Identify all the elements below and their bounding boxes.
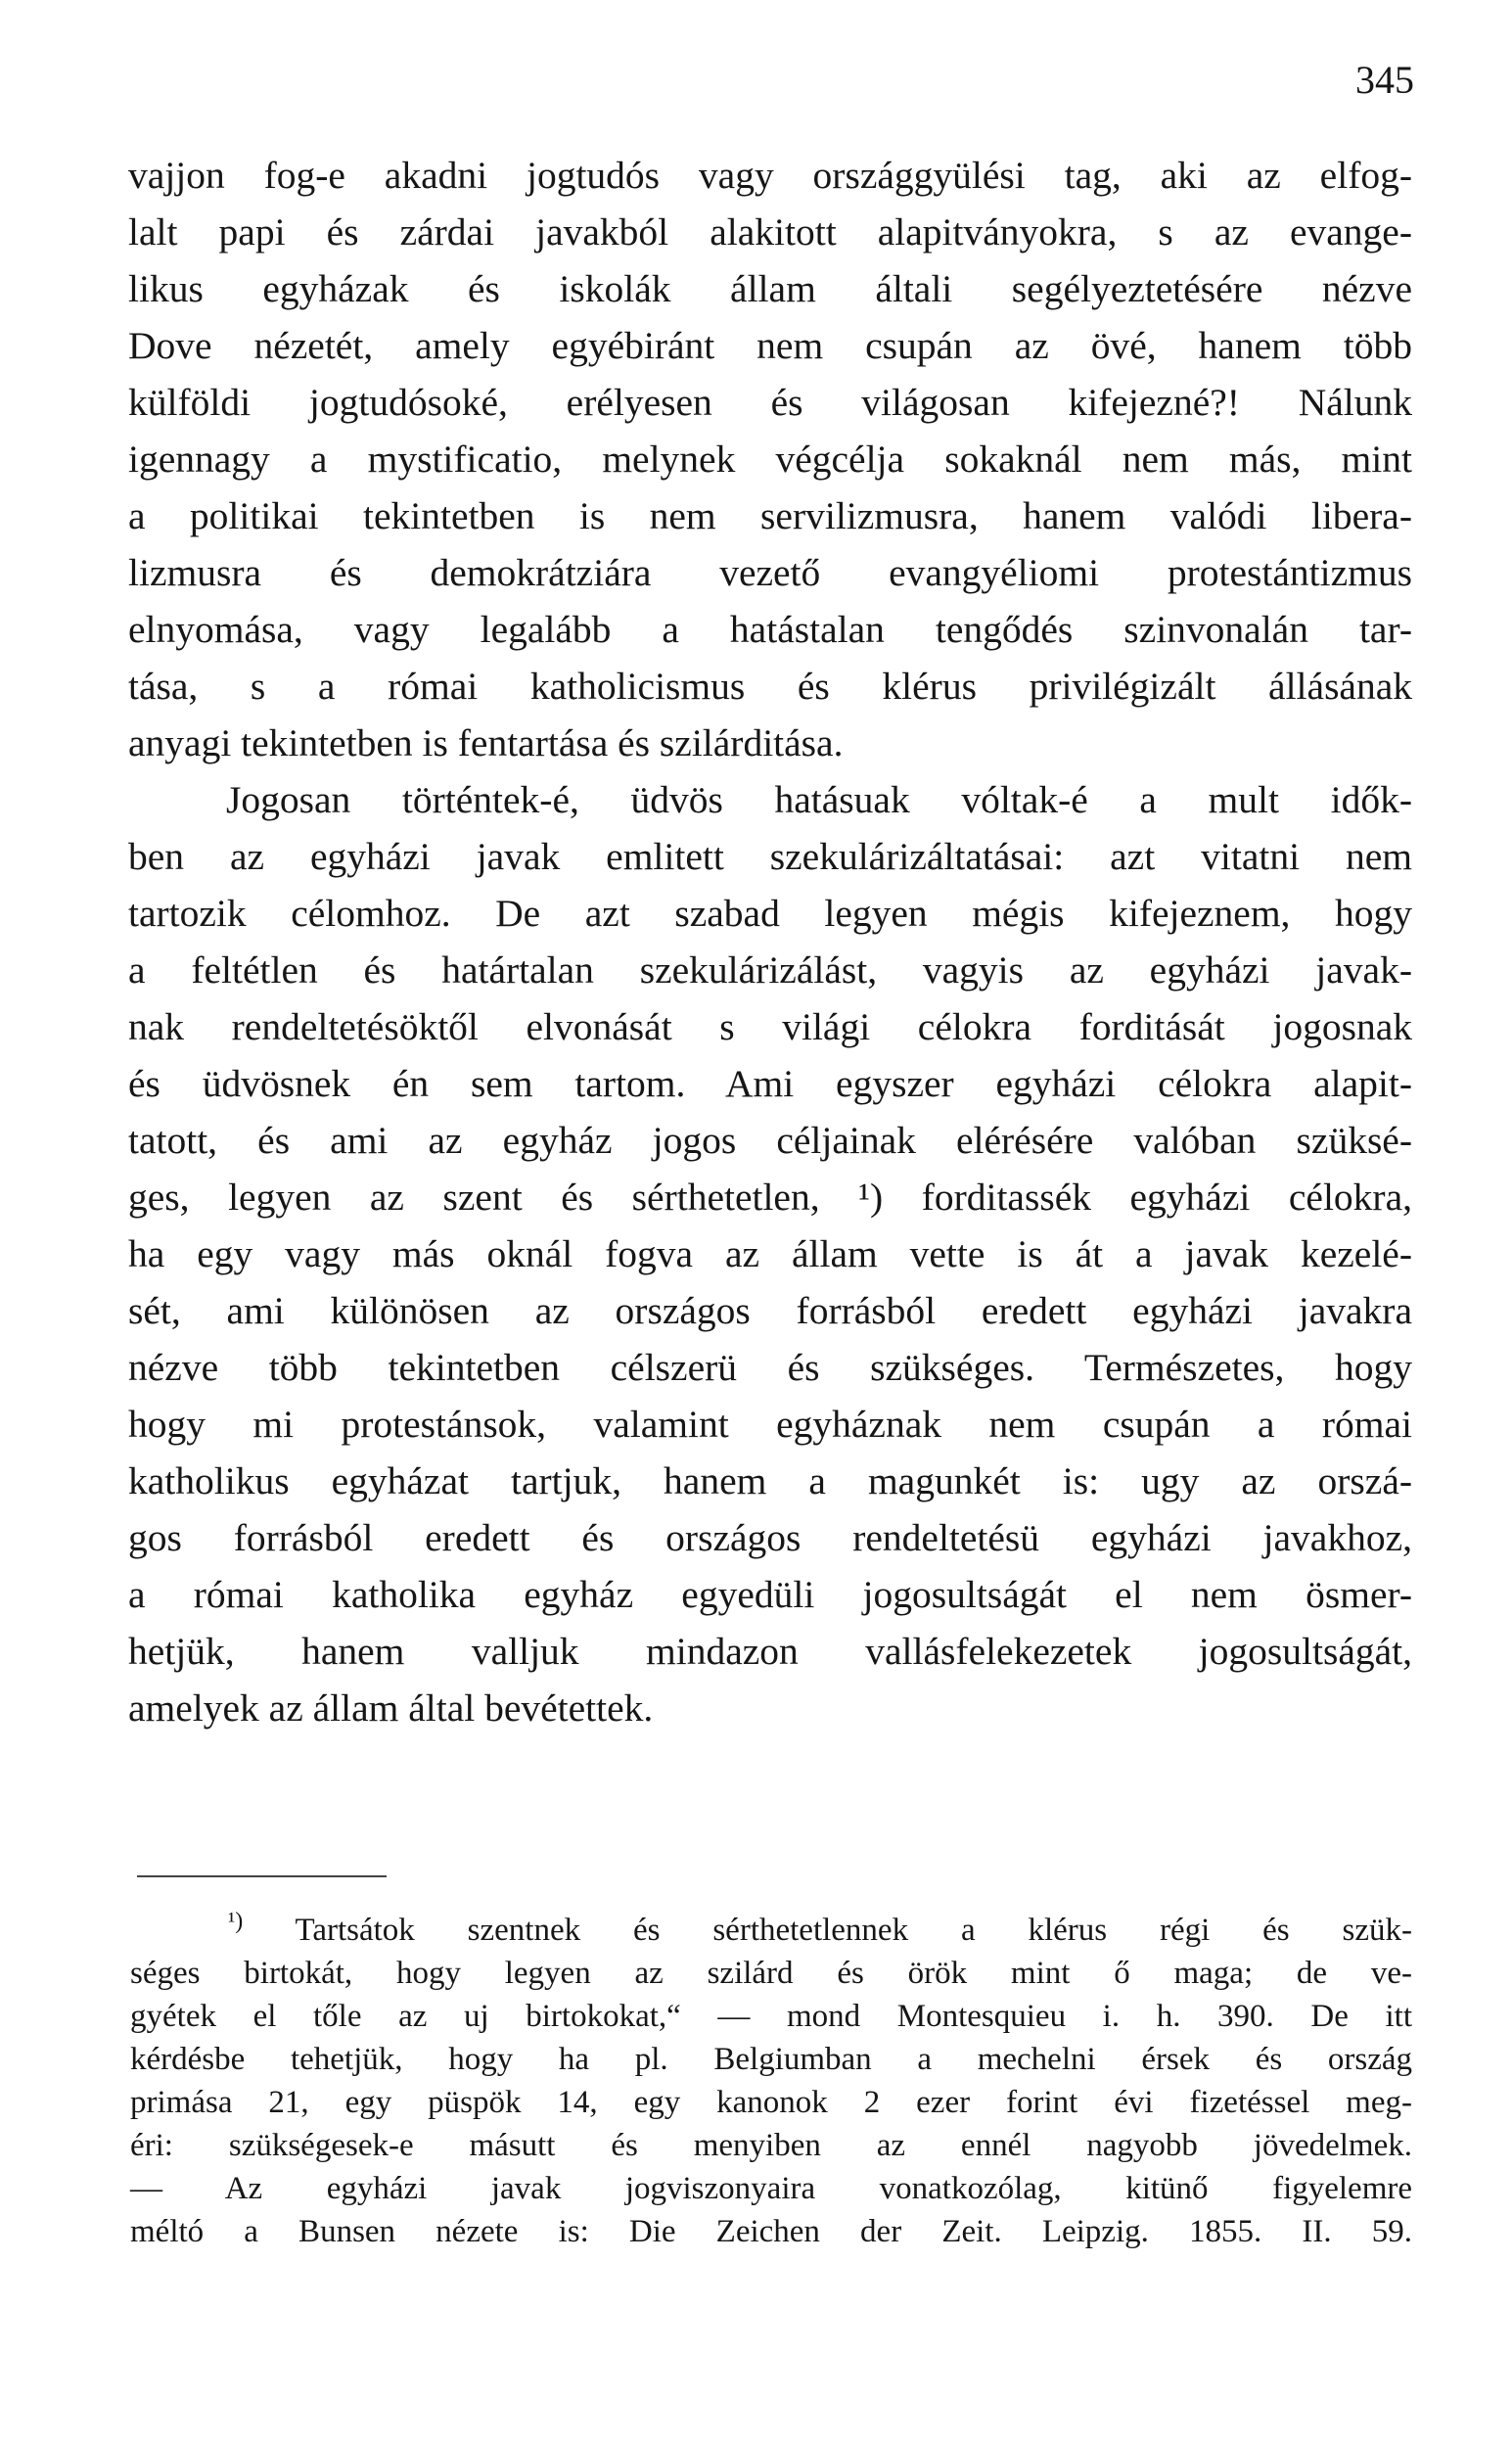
text-line: a feltétlen és határtalan szekulárizálást, vagyis az egyházi javak- [128, 948, 1412, 992]
text-line: lalt papi és zárdai javakból alakitott alapitványokra, s az evange- [128, 210, 1412, 254]
text-line: Dove nézetét, amely egyébiránt nem csupán az övé, hanem több [128, 324, 1412, 367]
text-line: lizmusra és demokrátziára vezető evangyéliomi protestántizmus [128, 551, 1412, 594]
text-line: a római katholika egyház egyedüli jogosultságát el nem ösmer- [128, 1573, 1412, 1616]
footnote-line: séges birtokát, hogy legyen az szilárd és örök mint ő maga; de ve- [130, 1956, 1412, 1991]
footnote-first-line [130, 1909, 1412, 1952]
text-line: nézve több tekintetben célszerü és szükséges. Természetes, hogy [128, 1346, 1412, 1389]
text-line: a politikai tekintetben is nem servilizmusra, hanem valódi libera- [128, 494, 1412, 537]
text-line: sét, ami különösen az országos forrásból eredett egyházi javakra [128, 1289, 1412, 1332]
footnote-line: primása 21, egy püspök 14, egy kanonok 2 ezer forint évi fizetéssel meg- [130, 2085, 1412, 2120]
footnote-line: éri: szükségesek-e másutt és menyiben az ennél nagyobb jövedelmek. [130, 2128, 1412, 2163]
text-line: nak rendeltetésöktől elvonását s világi célokra forditását jogosnak [128, 1005, 1412, 1048]
text-line: és üdvösnek én sem tartom. Ami egyszer egyházi célokra alapit- [128, 1062, 1412, 1105]
text-line: tatott, és ami az egyház jogos céljainak elérésére valóban szüksé- [128, 1119, 1412, 1162]
text-line: katholikus egyházat tartjuk, hanem a magunkét is: ugy az orszá- [128, 1459, 1412, 1502]
footnote-line: gyétek el tőle az uj birtokokat,“ — mond Montesquieu i. h. 390. De itt [130, 1999, 1412, 2034]
page-number: 345 [1355, 58, 1414, 102]
text-line: tása, s a római katholicismus és klérus privilégizált állásának [128, 665, 1412, 708]
text-line: külföldi jogtudósoké, erélyesen és világosan kifejezné?! Nálunk [128, 381, 1412, 424]
text-line: vajjon fog-e akadni jogtudós vagy országgyülési tag, aki az elfog- [128, 154, 1412, 197]
text-line: ha egy vagy más oknál fogva az állam vette is át a javak kezelé- [128, 1232, 1412, 1275]
footnote-marker: ¹) [228, 1909, 244, 1934]
footnotes [130, 1909, 1412, 2253]
text-line: ges, legyen az szent és sérthetetlen, ¹) forditassék egyházi célokra, [128, 1176, 1412, 1219]
text-line: hetjük, hanem valljuk mindazon vallásfelekezetek jogosultságát, [128, 1630, 1412, 1673]
footnote-line: — Az egyházi javak jogviszonyaira vonatkozólag, kitünő figyelemre [130, 2171, 1412, 2206]
text-line: anyagi tekintetben is fentartása és szilárditása. [128, 721, 844, 764]
footnote-line: méltó a Bunsen nézete is: Die Zeichen der Zeit. Leipzig. 1855. II. 59. [130, 2214, 1412, 2249]
footnote-text: Tartsátok szentnek és sérthetetlennek a klérus régi és szük- [243, 1913, 1412, 1948]
text-line: ben az egyházi javak emlitett szekulárizáltatásai: azt vitatni nem [128, 835, 1412, 878]
paragraph-first-line: Jogosan történtek-é, üdvös hatásuak vóltak-é a mult idők- [226, 778, 1412, 821]
text-line: tartozik célomhoz. De azt szabad legyen mégis kifejeznem, hogy [128, 892, 1412, 935]
text-line: gos forrásból eredett és országos rendeltetésü egyházi javakhoz, [128, 1516, 1412, 1559]
text-line: likus egyházak és iskolák állam általi segélyeztetésére nézve [128, 267, 1412, 310]
text-line: igennagy a mystificatio, melynek végcélja sokaknál nem más, mint [128, 438, 1412, 481]
text-line: elnyomása, vagy legalább a hatástalan tengődés szinvonalán tar- [128, 608, 1412, 651]
main-text [128, 147, 1412, 1736]
text-line: amelyek az állam által bevétettek. [128, 1686, 654, 1730]
footnote-line: kérdésbe tehetjük, hogy ha pl. Belgiumban a mechelni érsek és ország [130, 2042, 1412, 2077]
text-line: hogy mi protestánsok, valamint egyháznak nem csupán a római [128, 1403, 1412, 1446]
footnote-divider [137, 1875, 387, 1877]
